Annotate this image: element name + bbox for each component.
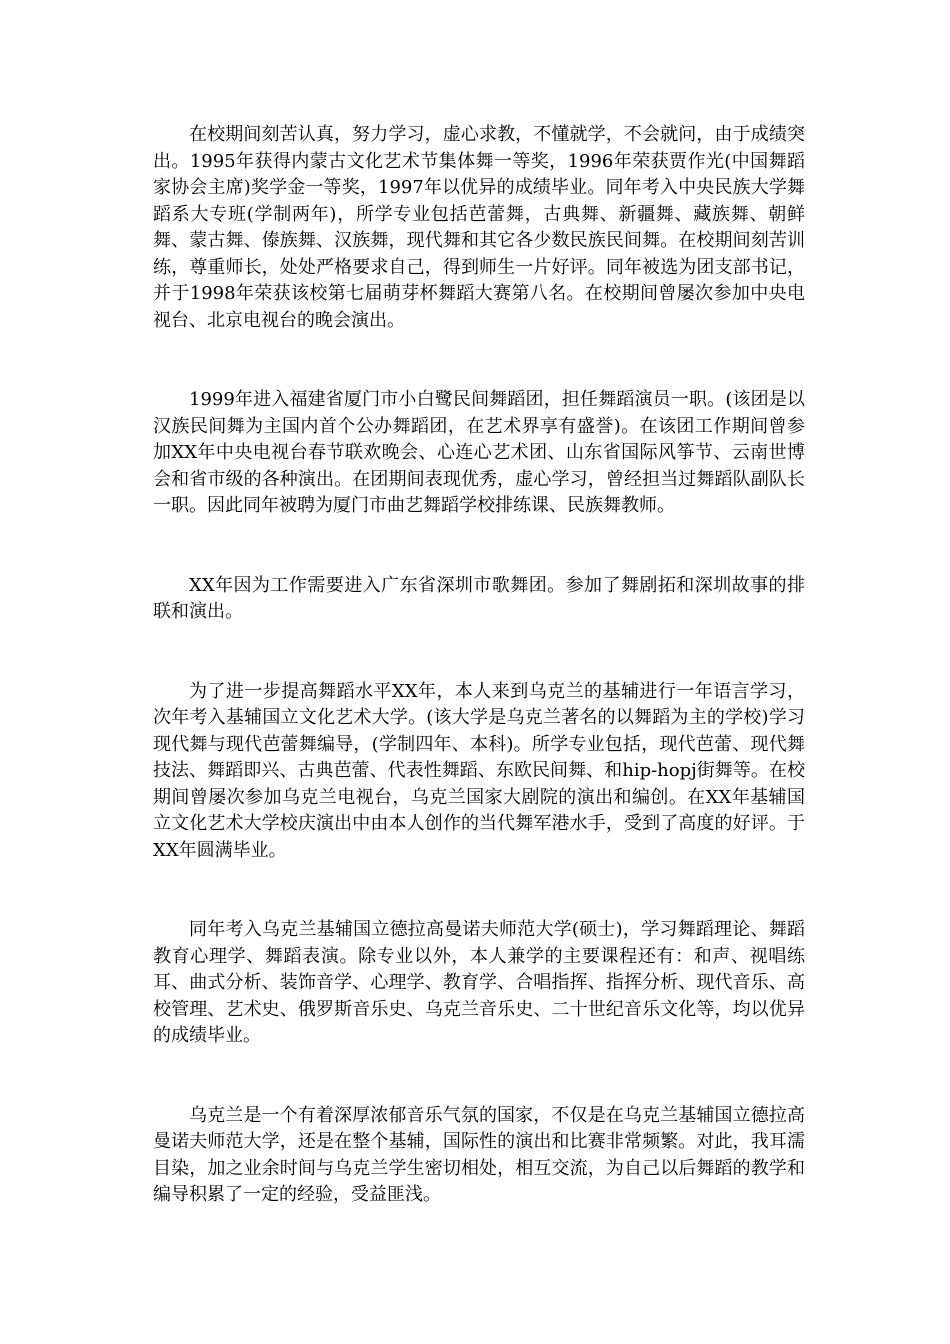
paragraph-spacer (153, 864, 805, 917)
paragraph-4: 为了进一步提高舞蹈水平XX年，本人来到乌克兰的基辅进行一年语言学习，次年考入基辅国立文化艺术大学。(该大学是乌克兰著名的以舞蹈为主的学校)学习现代舞与现代芭蕾舞编导，(学制四年、本科)。所学专业包括，现代芭蕾、现代舞技法、舞蹈即兴、古典芭蕾、代表性舞蹈、东欧民间舞、和hip-hopj街舞等。在校期间曾屡次参加乌克兰电视台，乌克兰国家大剧院的演出和编创。在XX年基辅国立文化艺术大学校庆演出中由本人创作的当代舞军港水手，受到了高度的好评。于XX年圆满毕业。 (153, 680, 805, 861)
paragraph-2: 1999年进入福建省厦门市小白鹭民间舞蹈团，担任舞蹈演员一职。(该团是以汉族民间舞为主国内首个公办舞蹈团，在艺术界享有盛誉)。在该团工作期间曾参加XX年中央电视台春节联欢晚会、心连心艺术团、山东省国际风筝节、云南世博会和省市级的各种演出。在团期间表现优秀，虚心学习，曾经担当过舞蹈队副队长一职。因此同年被聘为厦门市曲艺舞蹈学校排练课、民族舞教师。 (153, 389, 805, 516)
document-body (153, 122, 805, 1209)
paragraph-spacer (153, 334, 805, 387)
paragraph-spacer (153, 520, 805, 573)
paragraph-6: 乌克兰是一个有着深厚浓郁音乐气氛的国家，不仅是在乌克兰基辅国立德拉高曼诺夫师范大学，还是在整个基辅，国际性的演出和比赛非常频繁。对此，我耳濡目染，加之业余时间与乌克兰学生密切相处，相互交流，为自己以后舞蹈的教学和编导积累了一定的经验，受益匪浅。 (153, 1104, 805, 1205)
paragraph-3: XX年因为工作需要进入广东省深圳市歌舞团。参加了舞剧拓和深圳故事的排联和演出。 (153, 574, 805, 622)
paragraph-spacer (153, 1050, 805, 1103)
paragraph-spacer (153, 626, 805, 679)
paragraph-5: 同年考入乌克兰基辅国立德拉高曼诺夫师范大学(硕士)，学习舞蹈理论、舞蹈教育心理学、舞蹈表演。除专业以外，本人兼学的主要课程还有：和声、视唱练耳、曲式分析、装饰音学、心理学、教育学、合唱指挥、指挥分析、现代音乐、高校管理、艺术史、俄罗斯音乐史、乌克兰音乐史、二十世纪音乐文化等，均以优异的成绩毕业。 (153, 919, 805, 1046)
paragraph-1: 在校期间刻苦认真，努力学习，虚心求教，不懂就学，不会就问，由于成绩突出。1995年获得内蒙古文化艺术节集体舞一等奖，1996年荣获贾作光(中国舞蹈家协会主席)奖学金一等奖，1997年以优异的成绩毕业。同年考入中央民族大学舞蹈系大专班(学制两年)，所学专业包括芭蕾舞，古典舞、新疆舞、藏族舞、朝鲜舞、蒙古舞、傣族舞、汉族舞，现代舞和其它各少数民族民间舞。在校期间刻苦训练，尊重师长，处处严格要求自己，得到师生一片好评。同年被选为团支部书记，并于1998年荣获该校第七届萌芽杯舞蹈大赛第八名。在校期间曾屡次参加中央电视台、北京电视台的晚会演出。 (153, 124, 805, 331)
